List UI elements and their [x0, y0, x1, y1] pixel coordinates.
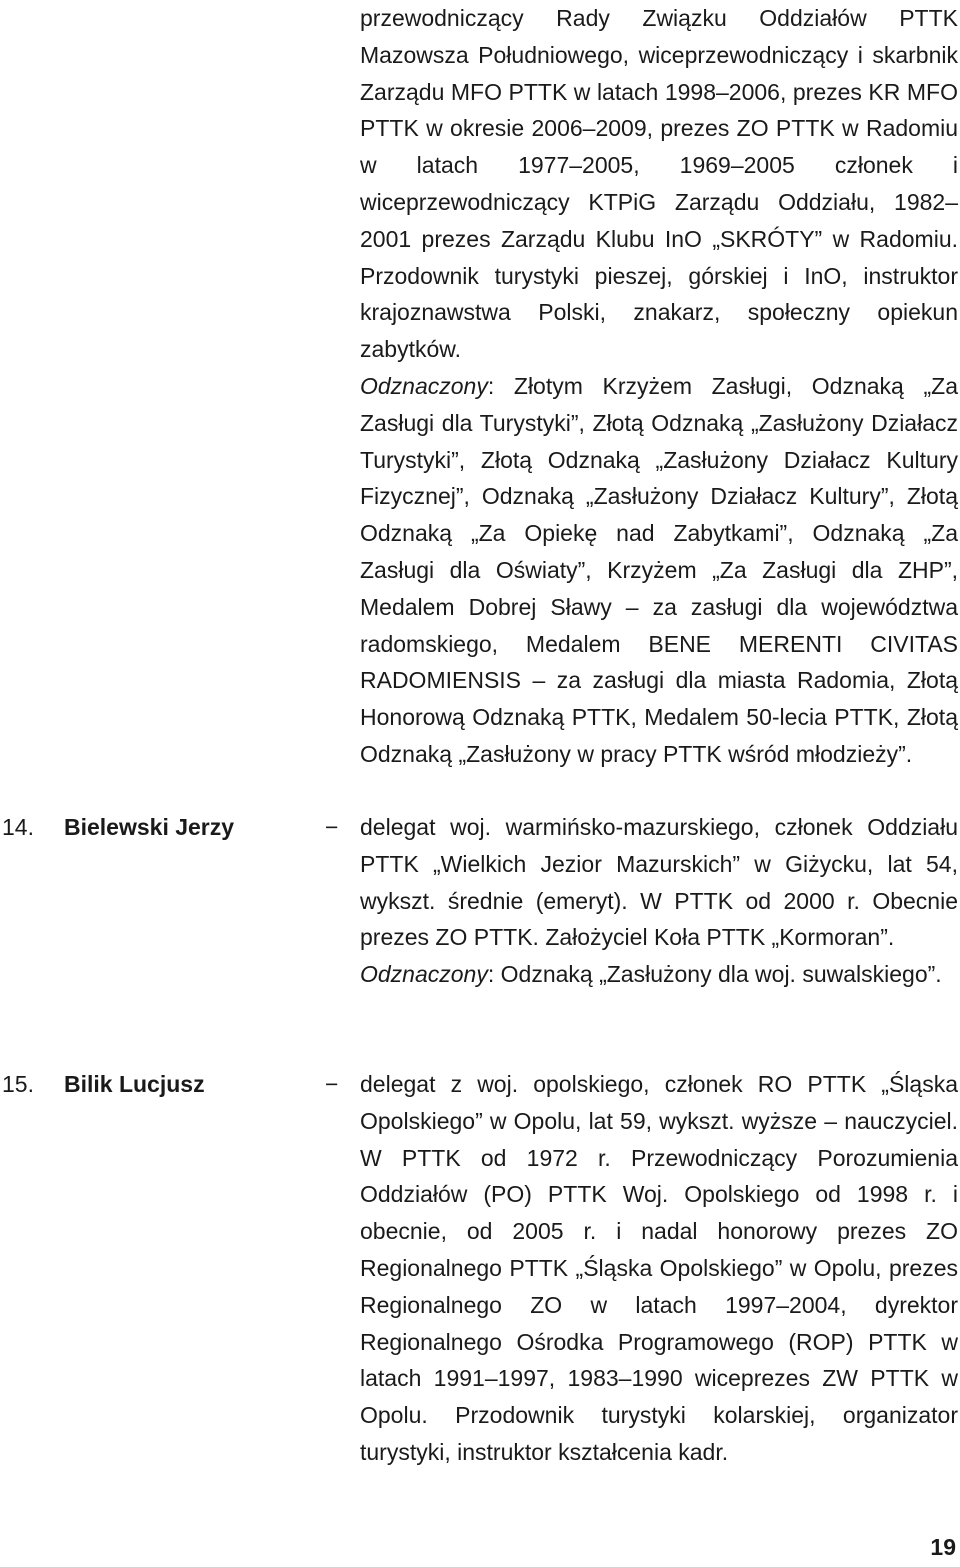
awards-text: : Złotym Krzyżem Zasługi, Odznaką „Za Zasługi dla Turystyki”, Złotą Odznaką „Zasłużony Działacz Turystyki”, Złotą Odznaką „Zasłużony Działacz Kultury Fizycznej”, Odznaką „Zasłużony Działacz Kultury”, Złotą Odznaką „Za Opiekę nad Zabytkami”, Odznaką „Za Zasługi dla Oświaty”, Krzyżem „Za Zasługi dla ZHP”, Medalem Dobrej Sławy – za zasługi dla województwa radomskiego, Medalem BENE MERENTI CIVITAS RADOMIENSIS – za zasługi dla miasta Radomia, Złotą Honorową Odznaką PTTK, Medalem 50-lecia PTTK, Złotą Odznaką „Zasłużony w pracy PTTK wśród młodzieży”.	[360, 372, 958, 767]
entry-name: Bielewski Jerzy	[64, 814, 235, 840]
entry-continuation	[360, 0, 958, 773]
awards-label: Odznaczony	[360, 372, 488, 399]
entry-name: Bilik Lucjusz	[64, 1071, 205, 1097]
entry-number: 15.	[2, 1071, 34, 1097]
entry-body	[360, 1066, 958, 1471]
awards-text: : Odznaką „Zasłużony dla woj. suwalskiego”.	[487, 961, 942, 988]
awards-label: Odznaczony	[360, 961, 488, 988]
continuation-text: przewodniczący Rady Związku Oddziałów PTTK Mazowsza Południowego, wiceprzewodniczący i skarbnik Zarządu MFO PTTK w latach 1998–2006, prezes KR MFO PTTK w okresie 2006–2009, prezes ZO PTTK w Radomiu w latach 1977–2005, 1969–2005 członek i wiceprzewodniczący KTPiG Zarządu Oddziału, 1982–2001 prezes Zarządu Klubu InO „SKRÓTY” w Radomiu. Przodownik turystyki pieszej, górskiej i InO, instruktor krajoznawstwa Polski, znakarz, społeczny opiekun zabytków.	[360, 5, 958, 363]
continuation-awards	[360, 368, 958, 773]
page-number: 19	[930, 1534, 956, 1560]
entry-dash: −	[325, 1071, 339, 1097]
entry-body	[360, 809, 958, 993]
entry-text: delegat z woj. opolskiego, członek RO PTTK „Śląska Opolskiego” w Opolu, lat 59, wykszt. wyższe – nauczyciel. W PTTK od 1972 r. Przewodniczący Porozumienia Oddziałów (PO) PTTK Woj. Opolskiego od 1998 r. i obecnie, od 2005 r. i nadal honorowy prezes ZO Regionalnego PTTK „Śląska Opolskiego” w Opolu, prezes Regionalnego ZO w latach 1997–2004, dyrektor Regionalnego Ośrodka Programowego (ROP) PTTK w latach 1991–1997, 1983–1990 wiceprezes ZW PTTK w Opolu. Przodownik turystyki kolarskiej, organizator turystyki, instruktor kształcenia kadr.	[360, 1071, 958, 1465]
entry-text: delegat woj. warmińsko-mazurskiego, członek Oddziału PTTK „Wielkich Jezior Mazurskich” w Giżycku, lat 54, wykszt. średnie (emeryt). W PTTK od 2000 r. Obecnie prezes ZO PTTK. Założyciel Koła PTTK „Kormoran”.	[360, 814, 958, 951]
entry-number: 14.	[2, 814, 34, 840]
entry-dash: −	[325, 814, 339, 840]
entry-awards	[360, 956, 958, 993]
